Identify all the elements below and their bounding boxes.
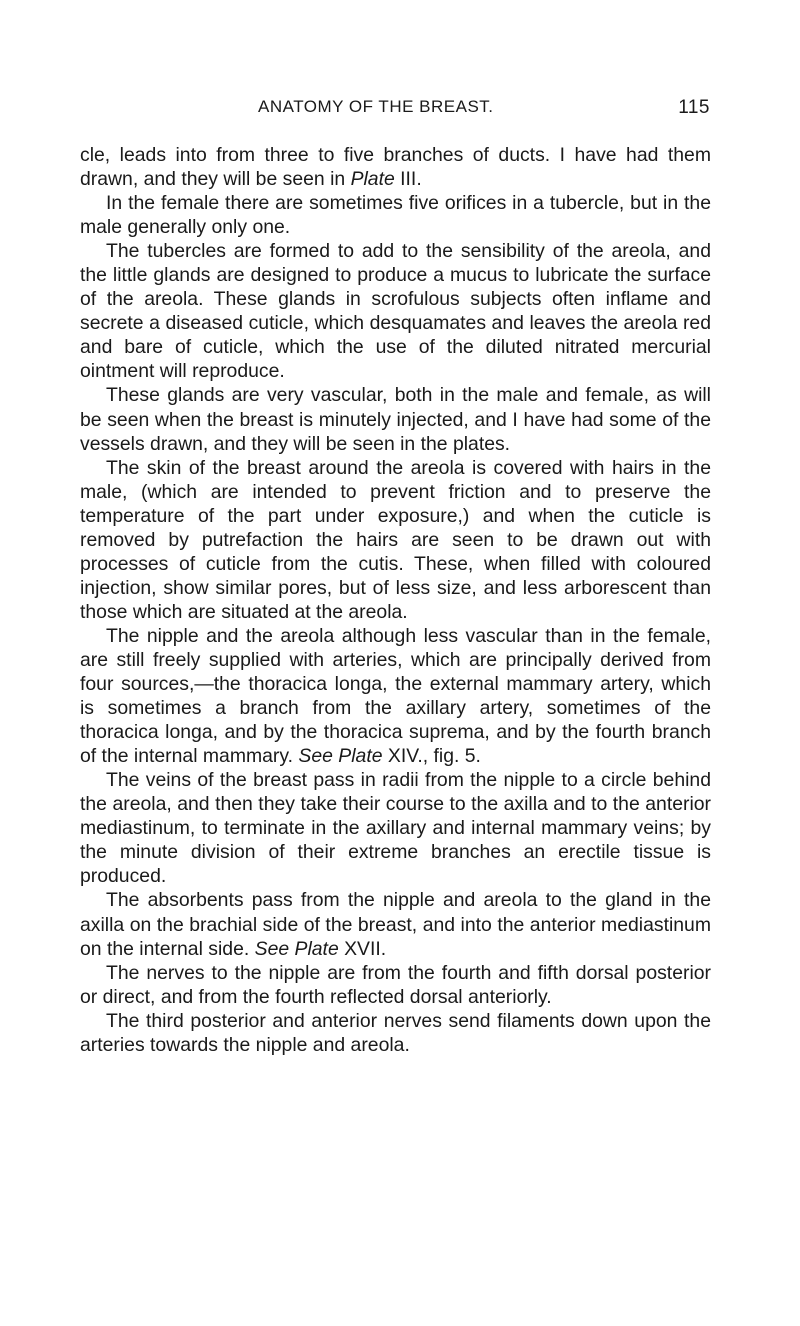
paragraph-text: These glands are very vascular, both in the male and female, as will be seen when the breast is minutely injected, and I have had some of the vessels drawn, and they will be seen in the plates. (80, 384, 711, 455)
paragraph-p3 (80, 239, 711, 383)
body-text (80, 143, 711, 1057)
paragraph-p7 (80, 768, 711, 888)
running-head (80, 97, 710, 121)
paragraph-text: The veins of the breast pass in radii from the nipple to a circle behind the areola, and then they take their course to the axilla and to the anterior mediastinum, to terminate in the axillary and internal mammary veins; by the minute division of their extreme branches an erectile tissue is produced. (80, 769, 711, 888)
paragraph-p8 (80, 888, 711, 960)
paragraph-p10 (80, 1009, 711, 1057)
paragraph-text: XIV., fig. 5. (382, 745, 481, 768)
italic-reference: See Plate (298, 745, 383, 768)
paragraph-text: The tubercles are formed to add to the sensibility of the areola, and the little glands are designed to produce a mucus to lubricate the surface of the areola. These glands in scrofulous subjects often inflame and secrete a diseased cuticle, which desquamates and leaves the areola red and bare of cuticle, which the use of the diluted nitrated mercurial ointment will reproduce. (80, 240, 711, 383)
paragraph-p2 (80, 191, 711, 239)
paragraph-p4 (80, 383, 711, 455)
paragraph-text: III. (394, 168, 422, 191)
paragraph-text: cle, leads into from three to five branches of ducts. I have had them drawn, and they will be seen in (80, 144, 711, 191)
page-number: 115 (678, 97, 710, 118)
running-title: ANATOMY OF THE BREAST. (258, 97, 494, 116)
paragraph-p6 (80, 624, 711, 768)
paragraph-p1 (80, 143, 711, 191)
paragraph-text: In the female there are sometimes five orifices in a tubercle, but in the male generally only one. (80, 192, 711, 239)
paragraph-p5 (80, 456, 711, 624)
italic-reference: See Plate (254, 937, 339, 960)
italic-reference: Plate (350, 168, 395, 191)
paragraph-text: The third posterior and anterior nerves send filaments down upon the arteries towards the nipple and areola. (80, 1009, 711, 1056)
paragraph-text: The nipple and the areola although less vascular than in the female, are still freely supplied with arteries, which are principally derived from four sources,—the thoracica longa, the external mammary artery, which is sometimes a branch from the axillary artery, sometimes of the thoracica longa, and by the thoracica suprema, and by the fourth branch of the internal mammary. (80, 624, 711, 768)
paragraph-text: XVII. (338, 937, 387, 960)
paragraph-text: The nerves to the nipple are from the fourth and fifth dorsal posterior or direct, and from the fourth reflected dorsal anteriorly. (80, 961, 711, 1008)
paragraph-p9 (80, 961, 711, 1009)
paragraph-text: The skin of the breast around the areola is covered with hairs in the male, (which are intended to prevent friction and to preserve the temperature of the part under exposure,) and when the cuticle is removed by putrefaction the hairs are seen to be drawn out with processes of cuticle from the cutis. These, when filled with coloured injection, show similar pores, but of less size, and less arborescent than those which are situated at the areola. (80, 456, 711, 623)
paragraph-text: The absorbents pass from the nipple and areola to the gland in the axilla on the brachial side of the breast, and into the anterior mediastinum on the internal side. (80, 889, 711, 960)
